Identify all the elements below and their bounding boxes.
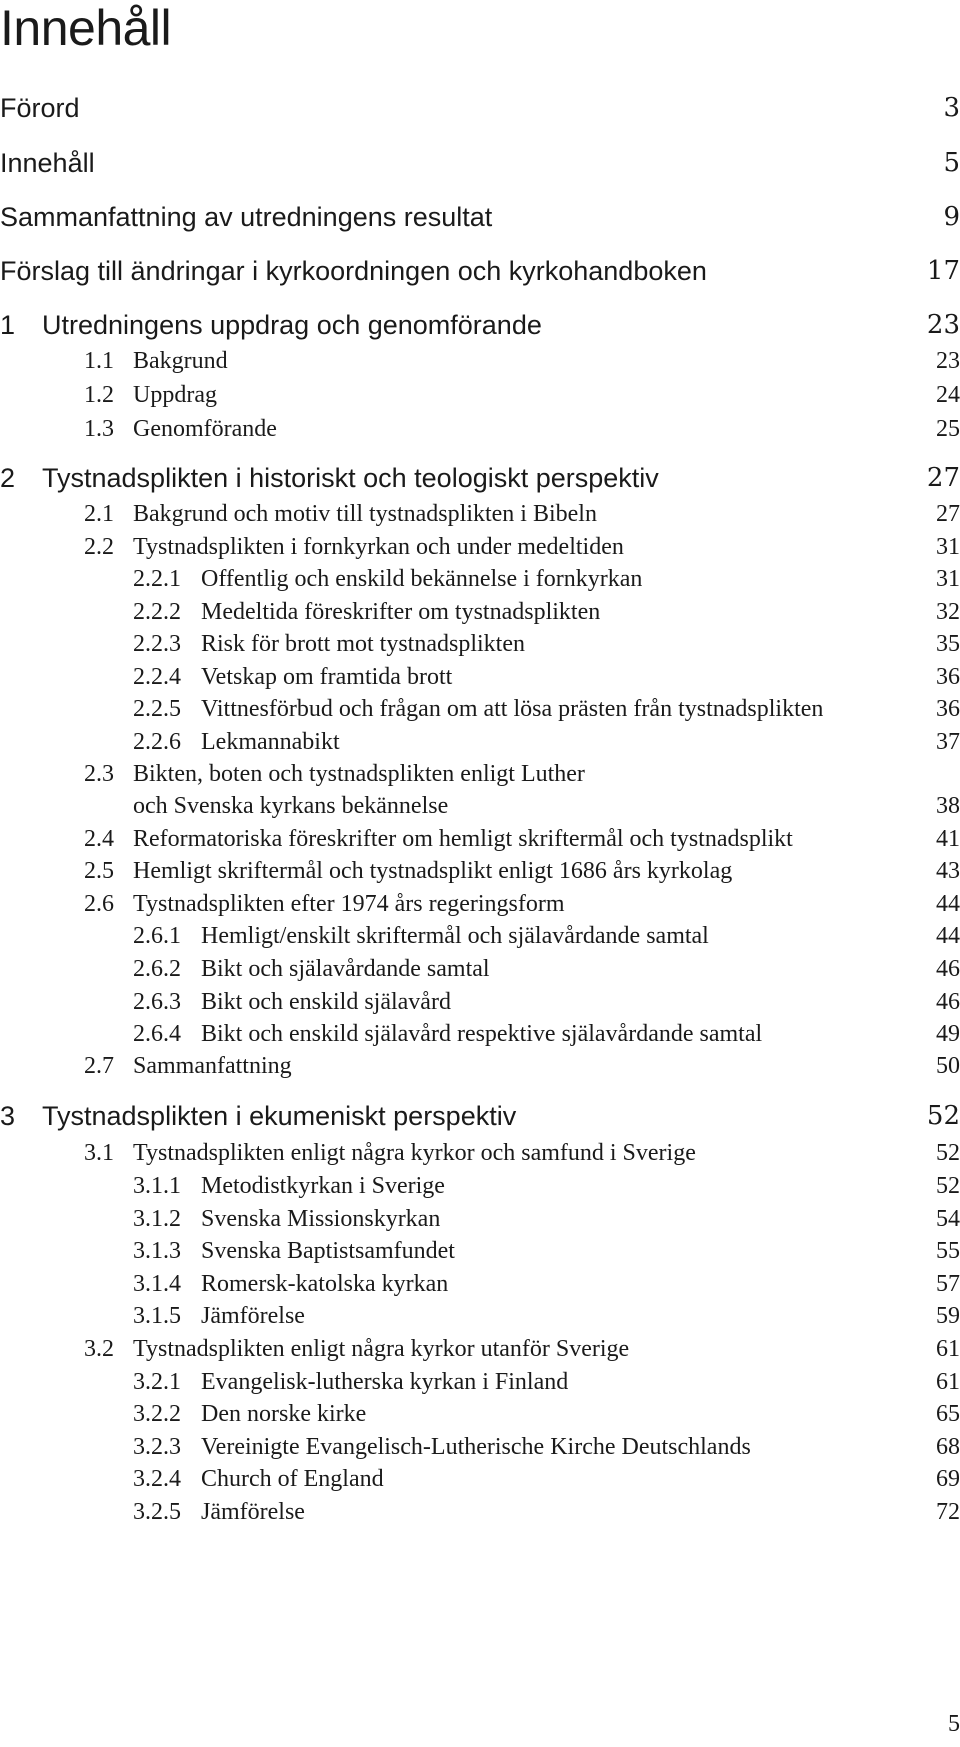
toc-entry-title: Church of England (201, 1466, 384, 1492)
toc-entry-page: 44 (936, 891, 960, 917)
toc-entry-page: 44 (936, 923, 960, 949)
toc-entry-title: Evangelisk-lutherska kyrkan i Finland (201, 1369, 569, 1395)
toc-entry-title: Hemligt skriftermål och tystnadsplikt enligt 1686 års kyrkolag (133, 858, 733, 884)
toc-entry-number: 2.6.3 (133, 989, 181, 1015)
toc-entry-number: 1.1 (84, 348, 114, 374)
toc-entry (0, 693, 960, 725)
toc-entry-number: 3.2.1 (133, 1369, 181, 1395)
toc-entry-title: Medeltida föreskrifter om tystnadsplikten (201, 599, 601, 625)
toc-entry (0, 1398, 960, 1430)
toc-entry-number: 3.2.3 (133, 1434, 181, 1460)
toc-entry-title: Tystnadsplikten i historiskt och teologiskt perspektiv (42, 463, 659, 493)
toc-entry (0, 953, 960, 985)
toc-entry (0, 1137, 960, 1169)
toc-entry (0, 199, 960, 235)
toc-entry (0, 1170, 960, 1202)
toc-entry (0, 790, 960, 822)
toc-entry-number: 1.2 (84, 382, 114, 408)
toc-entry-number: 2.6.2 (133, 956, 181, 982)
toc-entry-number: 2.6 (84, 891, 114, 917)
toc-entry-title: Bakgrund (133, 348, 228, 374)
toc-entry (0, 531, 960, 563)
toc-entry (0, 1018, 960, 1050)
toc-entry-title: Bikten, boten och tystnadsplikten enligt Luther (133, 761, 585, 787)
toc-entry-page: 46 (936, 989, 960, 1015)
toc-entry-title: Sammanfattning av utredningens resultat (0, 202, 493, 232)
toc-entry-page: 52 (936, 1140, 960, 1166)
toc-entry (0, 90, 960, 126)
toc-entry-title: Sammanfattning (133, 1053, 292, 1079)
toc-entry (0, 1050, 960, 1082)
toc-entry-number: 2.6.4 (133, 1021, 181, 1047)
toc-entry-number: 1.3 (84, 416, 114, 442)
toc-entry-number: 2.2.3 (133, 631, 181, 657)
toc-entry (0, 1203, 960, 1235)
toc-entry-title: Bakgrund och motiv till tystnadsplikten i Bibeln (133, 501, 597, 527)
toc-entry-title: Innehåll (0, 148, 95, 178)
toc-entry-page: 61 (936, 1336, 960, 1362)
toc-entry-title: Reformatoriska föreskrifter om hemligt skriftermål och tystnadsplikt (133, 826, 793, 852)
toc-entry-title: Utredningens uppdrag och genomförande (42, 310, 542, 340)
toc-entry-title: Genomförande (133, 416, 277, 442)
toc-entry-page: 68 (936, 1434, 960, 1460)
toc-entry (0, 145, 960, 181)
toc-entry (0, 823, 960, 855)
toc-entry-page: 43 (936, 858, 960, 884)
toc-entry-page: 59 (936, 1303, 960, 1329)
toc-entry-page: 25 (936, 416, 960, 442)
toc-entry-page: 52 (936, 1173, 960, 1199)
toc-entry-page: 31 (936, 534, 960, 560)
toc-entry-page: 23 (926, 310, 960, 340)
toc-entry-page: 41 (936, 826, 960, 852)
toc-entry (0, 498, 960, 530)
page-number: 5 (948, 1711, 960, 1737)
toc-entry-title: Tystnadsplikten enligt några kyrkor och samfund i Sverige (133, 1140, 696, 1166)
toc-entry (0, 413, 960, 445)
toc-entry-title: Hemligt/enskilt skriftermål och själavårdande samtal (201, 923, 709, 949)
toc-entry-page: 55 (936, 1238, 960, 1264)
toc-entry-page: 57 (936, 1271, 960, 1297)
toc-entry-title: Jämförelse (201, 1499, 305, 1525)
toc-entry-number: 2 (0, 463, 16, 493)
toc-entry-page: 32 (936, 599, 960, 625)
toc-entry-number: 2.2 (84, 534, 114, 560)
toc-entry-title: Offentlig och enskild bekännelse i fornkyrkan (201, 566, 643, 592)
toc-entry-title: Svenska Baptistsamfundet (201, 1238, 455, 1264)
toc-entry-number: 3.1 (84, 1140, 114, 1166)
toc-entry-page: 61 (936, 1369, 960, 1395)
toc-entry-number: 3.2.4 (133, 1466, 181, 1492)
toc-entry (0, 563, 960, 595)
toc-entry-page: 5 (943, 148, 960, 178)
toc-entry (0, 460, 960, 496)
toc-entry-title: Risk för brott mot tystnadsplikten (201, 631, 525, 657)
toc-entry-title: Lekmannabikt (201, 729, 340, 755)
toc-entry-page: 27 (936, 501, 960, 527)
toc-entry-number: 2.7 (84, 1053, 114, 1079)
toc-entry-page: 72 (936, 1499, 960, 1525)
toc-entry (0, 888, 960, 920)
toc-entry-number: 3.2 (84, 1336, 114, 1362)
toc-entry (0, 758, 960, 790)
toc-entry-page: 31 (936, 566, 960, 592)
toc-entry-page: 38 (936, 793, 960, 819)
toc-entry-title: Bikt och enskild själavård (201, 989, 451, 1015)
toc-entry-title: Vetskap om framtida brott (201, 664, 453, 690)
toc-entry-title: Tystnadsplikten i ekumeniskt perspektiv (42, 1101, 517, 1131)
toc-entry-number: 2.2.4 (133, 664, 181, 690)
toc-entry-number: 2.3 (84, 761, 114, 787)
toc-entry-page: 65 (936, 1401, 960, 1427)
toc-entry (0, 1300, 960, 1332)
toc-entry (0, 1268, 960, 1300)
toc-entry-page: 23 (936, 348, 960, 374)
toc-entry-page: 69 (936, 1466, 960, 1492)
toc-entry-page: 50 (936, 1053, 960, 1079)
toc-entry-page: 24 (936, 382, 960, 408)
toc-entry-title: Romersk-katolska kyrkan (201, 1271, 449, 1297)
toc-entry-page: 9 (943, 202, 960, 232)
toc-entry-page: 17 (926, 256, 960, 286)
toc-entry-title: Tystnadsplikten efter 1974 års regeringsform (133, 891, 565, 917)
toc-entry-page: 54 (936, 1206, 960, 1232)
toc-entry-number: 2.5 (84, 858, 114, 884)
toc-entry-page: 3 (943, 93, 960, 123)
toc-entry-page: 36 (936, 664, 960, 690)
toc-entry-number: 3.2.5 (133, 1499, 181, 1525)
toc-entry-title: Förord (0, 93, 80, 123)
toc-entry (0, 1098, 960, 1134)
toc-entry (0, 379, 960, 411)
toc-entry-page: 46 (936, 956, 960, 982)
toc-entry-number: 1 (0, 310, 16, 340)
toc-entry-number: 3.1.1 (133, 1173, 181, 1199)
toc-entry-number: 2.2.6 (133, 729, 181, 755)
toc-entry (0, 855, 960, 887)
toc-entry-title: Vereinigte Evangelisch-Lutherische Kirche Deutschlands (201, 1434, 751, 1460)
toc-entry (0, 1431, 960, 1463)
toc-entry (0, 1235, 960, 1267)
toc-entry (0, 1333, 960, 1365)
toc-entry-number: 2.2.2 (133, 599, 181, 625)
toc-entry-number: 2.4 (84, 826, 114, 852)
toc-entry (0, 628, 960, 660)
toc-entry-title: och Svenska kyrkans bekännelse (133, 793, 449, 819)
toc-entry-title: Svenska Missionskyrkan (201, 1206, 441, 1232)
toc-entry (0, 1366, 960, 1398)
toc-entry (0, 345, 960, 377)
toc-entry-title: Bikt och enskild själavård respektive själavårdande samtal (201, 1021, 763, 1047)
toc-entry-title: Förslag till ändringar i kyrkoordningen och kyrkohandboken (0, 256, 707, 286)
toc-entry (0, 253, 960, 289)
page-title: Innehåll (0, 0, 172, 56)
toc-entry-number: 3.1.4 (133, 1271, 181, 1297)
toc-entry (0, 986, 960, 1018)
toc-entry-page: 35 (936, 631, 960, 657)
toc-entry-title: Bikt och själavårdande samtal (201, 956, 490, 982)
toc-entry-title: Tystnadsplikten enligt några kyrkor utanför Sverige (133, 1336, 630, 1362)
toc-entry-number: 3.1.5 (133, 1303, 181, 1329)
toc-entry-title: Jämförelse (201, 1303, 305, 1329)
toc-entry-number: 3.2.2 (133, 1401, 181, 1427)
toc-entry (0, 920, 960, 952)
toc-entry-title: Vittnesförbud och frågan om att lösa prästen från tystnadsplikten (201, 696, 824, 722)
toc-entry-number: 2.6.1 (133, 923, 181, 949)
toc-entry (0, 596, 960, 628)
toc-entry-title: Den norske kirke (201, 1401, 367, 1427)
toc-entry-page: 49 (936, 1021, 960, 1047)
toc-entry-number: 2.1 (84, 501, 114, 527)
toc-entry (0, 1463, 960, 1495)
toc-entry-number: 2.2.5 (133, 696, 181, 722)
toc-entry-page: 37 (936, 729, 960, 755)
toc-entry-title: Metodistkyrkan i Sverige (201, 1173, 445, 1199)
toc-entry-number: 3 (0, 1101, 16, 1131)
toc-entry (0, 726, 960, 758)
toc-entry-page: 36 (936, 696, 960, 722)
toc-entry-page: 52 (926, 1101, 960, 1131)
toc-entry-number: 3.1.3 (133, 1238, 181, 1264)
toc-entry (0, 1496, 960, 1528)
toc-entry (0, 307, 960, 343)
toc-entry-title: Uppdrag (133, 382, 217, 408)
toc-entry (0, 661, 960, 693)
toc-entry-title: Tystnadsplikten i fornkyrkan och under medeltiden (133, 534, 624, 560)
toc-entry-number: 2.2.1 (133, 566, 181, 592)
toc-entry-number: 3.1.2 (133, 1206, 181, 1232)
toc-entry-page: 27 (926, 463, 960, 493)
